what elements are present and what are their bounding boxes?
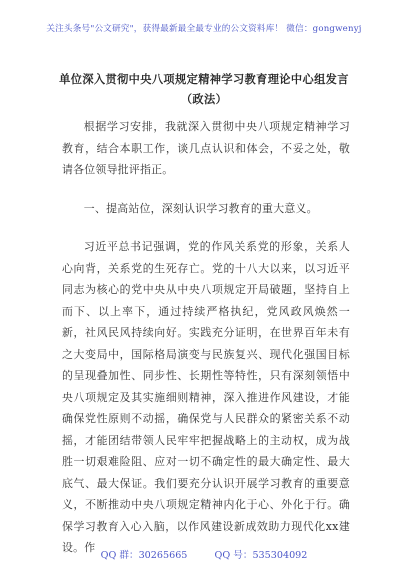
section-1-heading: 一、提高站位，深刻认识学习教育的重大意义。 xyxy=(83,201,318,215)
intro-paragraph: 根据学习安排，我就深入贯彻中央八项规定精神学习教育，结合本职工作，谈几点认识和体会，不妥之处，敬请各位领导批评指正。 xyxy=(62,120,350,176)
promo-banner: 关注头条号"公文研究"，获得最新最全最专业的公文资料库！ 微信：gongwenyj xyxy=(46,24,362,34)
qq-group-number: QQ 群：30265665 xyxy=(100,550,188,561)
title-line-2: （政法） xyxy=(180,92,228,106)
qq-number: QQ 号：535304092 xyxy=(214,550,308,561)
contact-footer xyxy=(0,547,408,561)
title-line-1: 单位深入贯彻中央八项规定精神学习教育理论中心组发言 xyxy=(59,72,349,86)
document-title xyxy=(40,69,368,109)
document-body xyxy=(62,116,350,559)
section-1-paragraph: 习近平总书记强调，党的作风关系党的形象，关系人心向背，关系党的生死存亡。党的十八大以来，以习近平同志为核心的党中央从中央八项规定开局破题，坚持自上而下、以上率下，通过持续严格执纪，党风政风焕然一新，社风民风持续向好。实践充分证明，在世界百年未有之大变局中，国际格局演变与民族复兴、现代化强国目标的呈现叠加性、同步性、长期性等特性，只有深刻领悟中央八项规定及其实施细则精神，深入推进作风建设，才能确保党性原则不动摇，确保党与人民群众的紧密关系不动摇，才能团结带领人民牢牢把握战略上的主动权，成为战胜一切艰难险阻、应对一切不确定性的最大确定性、最大底气、最大保证。我们要充分认识开展学习教育的重要意义，不断推动中央八项规定精神内化于心、外化于行。确保学习教育入心入脑，以作风建设新成效助力现代化xx建设。作 xyxy=(62,240,350,554)
